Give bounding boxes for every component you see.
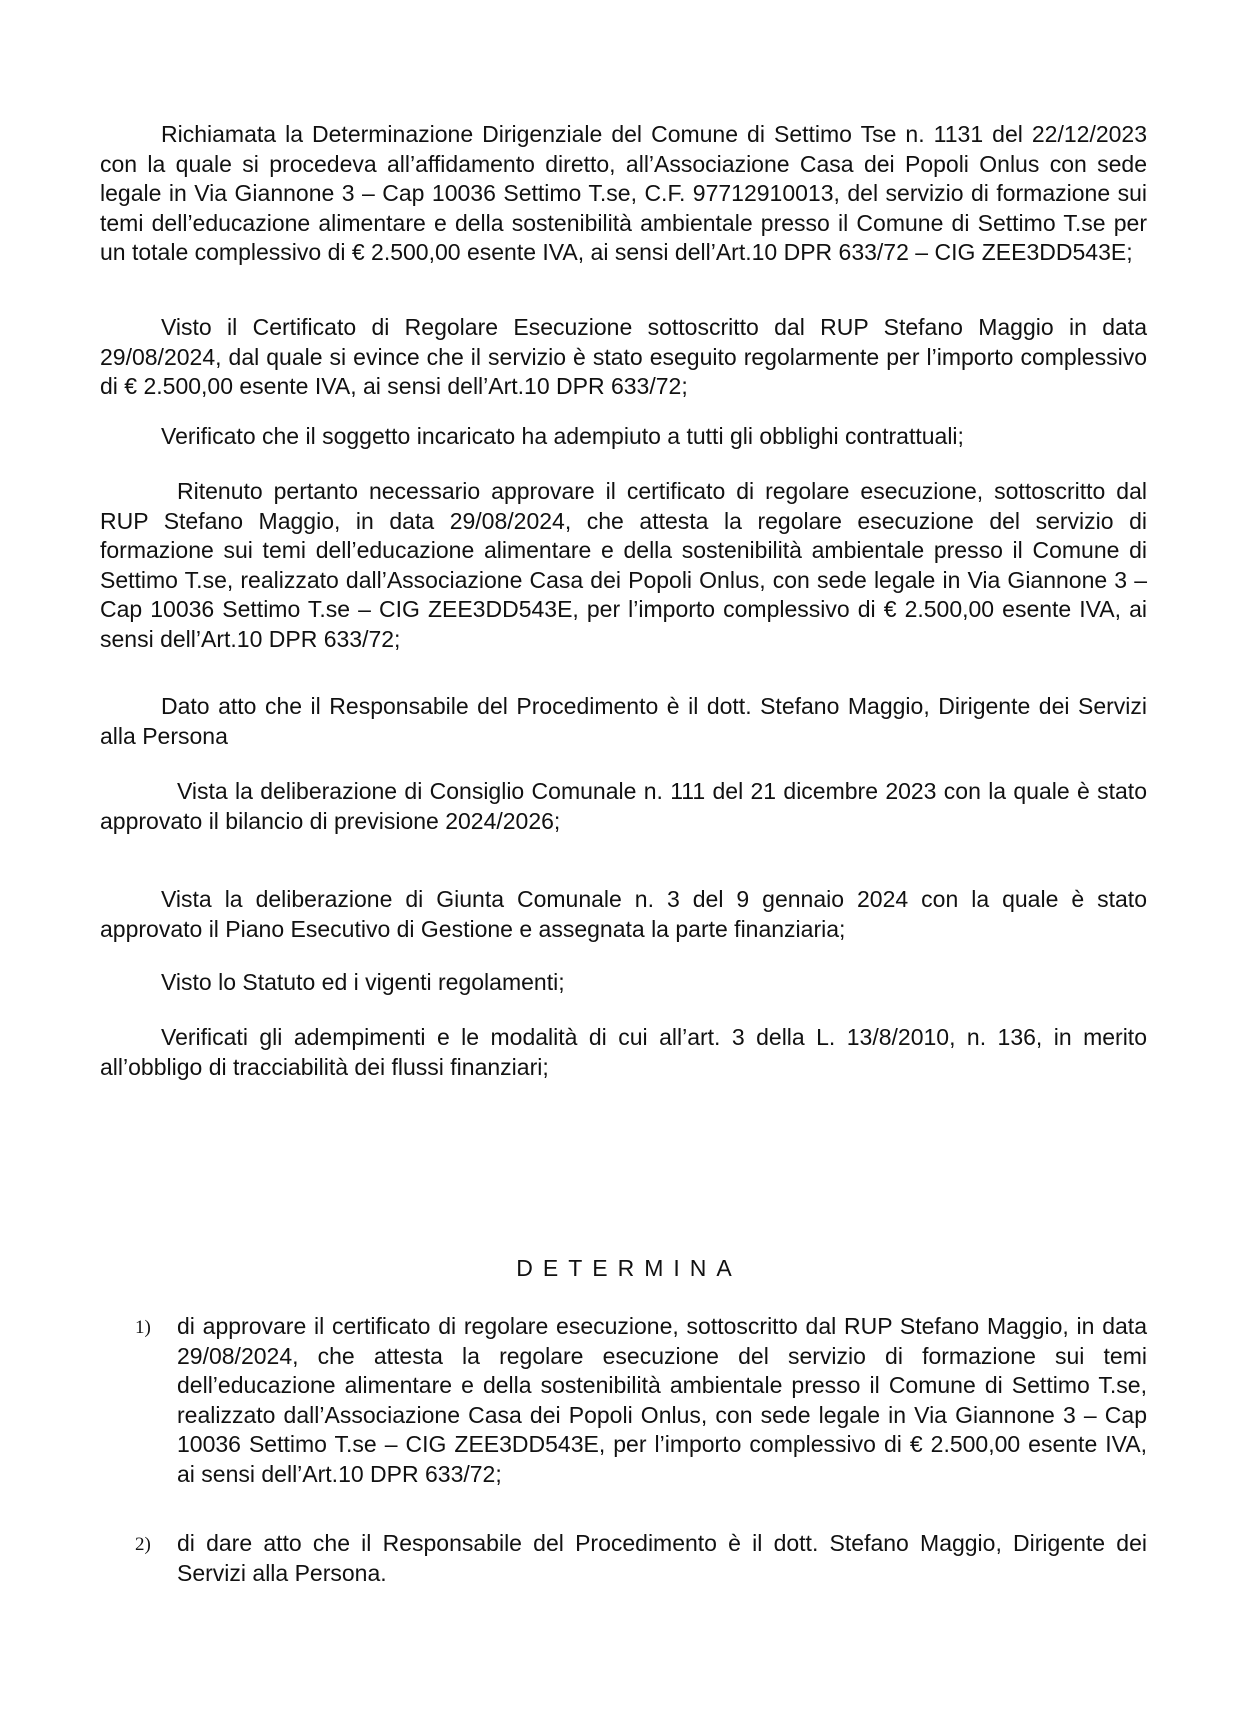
list-item-number: 2) (135, 1534, 151, 1555)
paragraph-verificati: Verificati gli adempimenti e le modalità di cui all’art. 3 della L. 13/8/2010, n. 136, in merito all’obbligo di tracciabilità dei flussi finanziari; (100, 1024, 1147, 1080)
paragraph-statuto: Visto lo Statuto ed i vigenti regolamenti; (161, 969, 565, 995)
paragraph-dato-atto: Dato atto che il Responsabile del Procedimento è il dott. Stefano Maggio, Dirigente dei Servizi alla Persona (100, 693, 1147, 749)
list-item (135, 1312, 1147, 1489)
list-item-text: di dare atto che il Responsabile del Procedimento è il dott. Stefano Maggio, Dirigente dei Servizi alla Persona. (177, 1530, 1147, 1586)
list-item-number: 1) (135, 1317, 151, 1338)
paragraph-delibera-consiglio: Vista la deliberazione di Consiglio Comunale n. 111 del 21 dicembre 2023 con la quale è stato approvato il bilancio di previsione 2024/2026; (100, 778, 1147, 834)
list-item-text: di approvare il certificato di regolare esecuzione, sottoscritto dal RUP Stefano Maggio, in data 29/08/2024, che attesta la regolare esecuzione del servizio di formazione sui temi dell’educazione alimentare e della sostenibilità ambientale presso il Comune di Settimo T.se, realizzato dall’Associazione Casa dei Popoli Onlus, con sede legale in Via Giannone 3 – Cap 10036 Settimo T.se – CIG ZEE3DD543E, per l’importo complessivo di € 2.500,00 esente IVA, ai sensi dell’Art.10 DPR 633/72; (177, 1313, 1147, 1487)
paragraph-visto-certificato: Visto il Certificato di Regolare Esecuzione sottoscritto dal RUP Stefano Maggio in data 29/08/2024, dal quale si evince che il servizio è stato eseguito regolarmente per l’importo complessivo di € 2.500,00 esente IVA, ai sensi dell’Art.10 DPR 633/72; (100, 314, 1147, 399)
determina-heading: DETERMINA (516, 1255, 742, 1281)
paragraph-richiamata: Richiamata la Determinazione Dirigenziale del Comune di Settimo Tse n. 1131 del 22/12/2023 con la quale si procedeva all’affidamento diretto, all’Associazione Casa dei Popoli Onlus con sede legale in Via Giannone 3 – Cap 10036 Settimo T.se, C.F. 97712910013, del servizio di formazione sui temi dell’educazione alimentare e della sostenibilità ambientale presso il Comune di Settimo T.se per un totale complessivo di € 2.500,00 esente IVA, ai sensi dell’Art.10 DPR 633/72 – CIG ZEE3DD543E; (100, 121, 1147, 265)
paragraph-verificato: Verificato che il soggetto incaricato ha adempiuto a tutti gli obblighi contrattuali; (161, 423, 964, 449)
list-item (135, 1529, 1147, 1588)
paragraph-ritenuto: Ritenuto pertanto necessario approvare il certificato di regolare esecuzione, sottoscritto dal RUP Stefano Maggio, in data 29/08/2024, che attesta la regolare esecuzione del servizio di formazione sui temi dell’educazione alimentare e della sostenibilità ambientale presso il Comune di Settimo T.se, realizzato dall’Associazione Casa dei Popoli Onlus, con sede legale in Via Giannone 3 – Cap 10036 Settimo T.se – CIG ZEE3DD543E, per l’importo complessivo di € 2.500,00 esente IVA, ai sensi dell’Art.10 DPR 633/72; (100, 478, 1147, 652)
paragraph-delibera-giunta: Vista la deliberazione di Giunta Comunale n. 3 del 9 gennaio 2024 con la quale è stato approvato il Piano Esecutivo di Gestione e assegnata la parte finanziaria; (100, 886, 1147, 942)
